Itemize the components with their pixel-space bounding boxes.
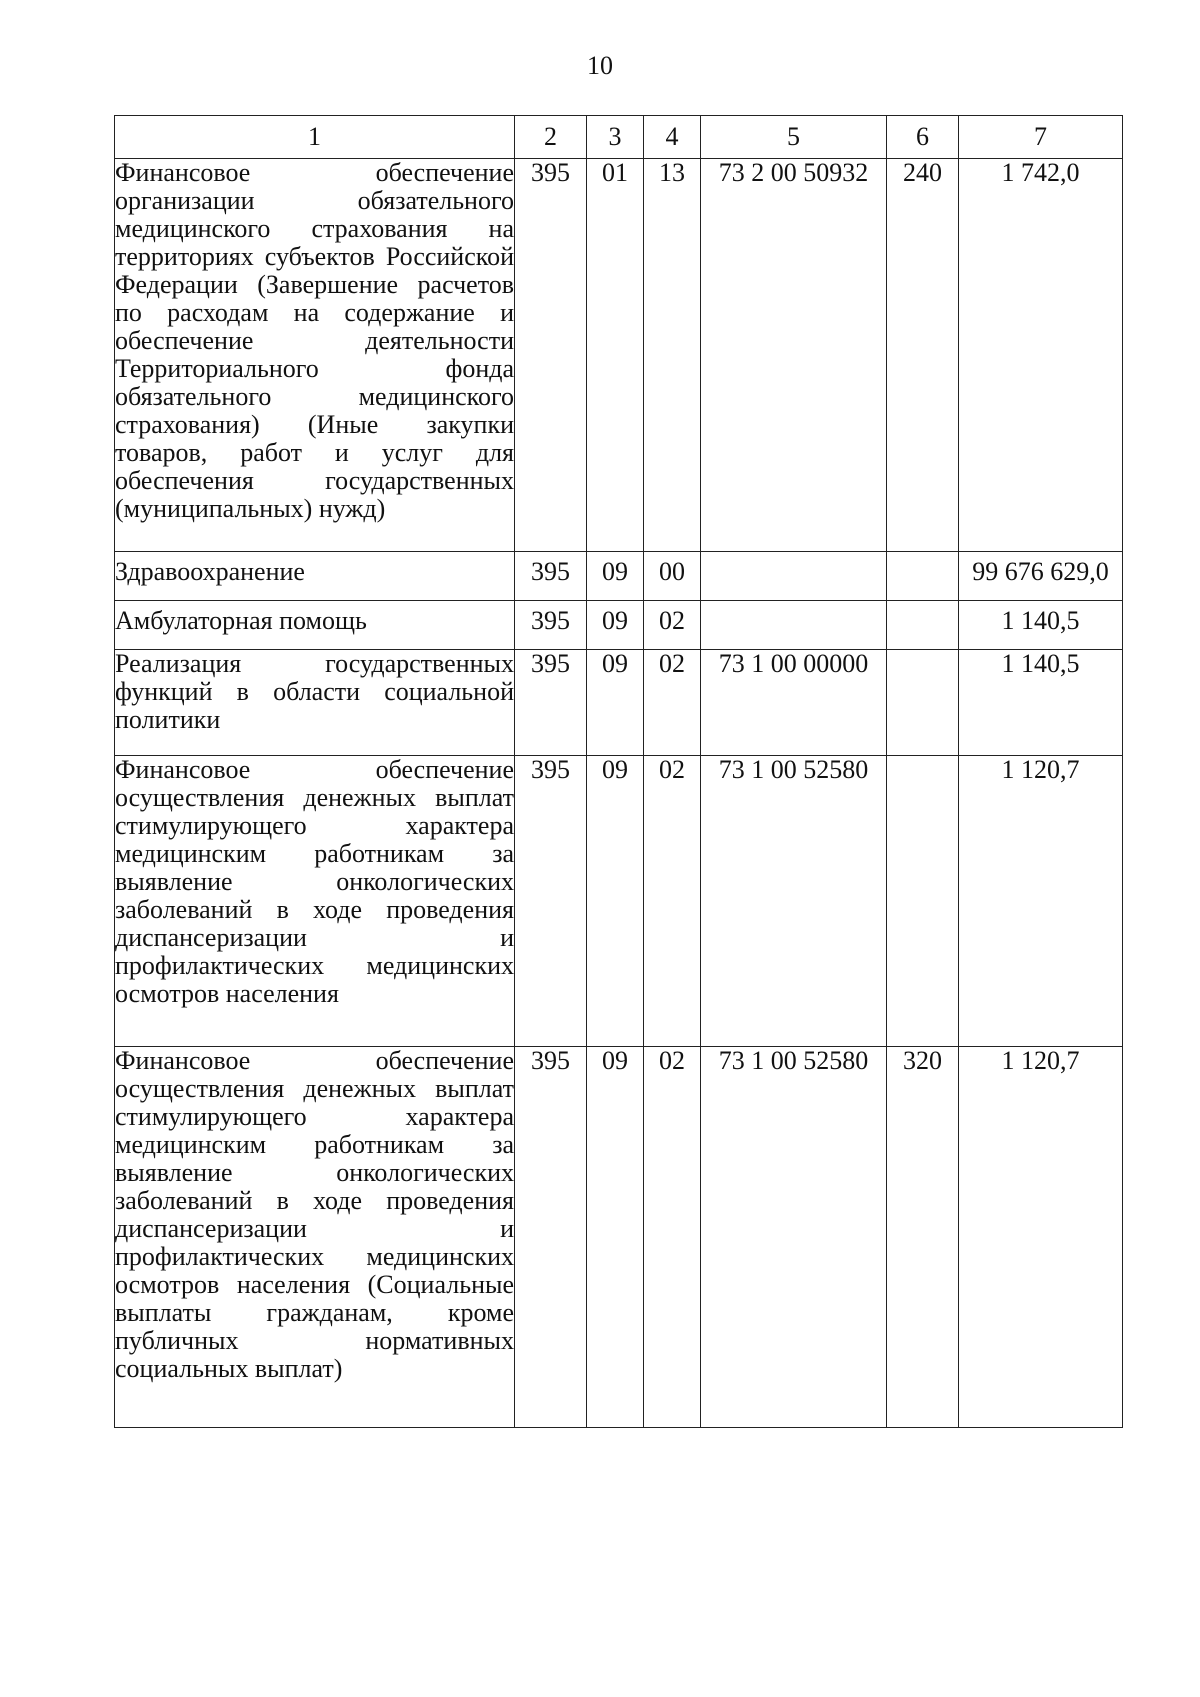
header-col-2: 2 [515, 116, 587, 159]
row-subsection: 00 [644, 552, 701, 601]
row-subsection: 02 [644, 1047, 701, 1428]
header-col-7: 7 [959, 116, 1123, 159]
row-expense-type [887, 756, 959, 1047]
row-subsection: 02 [644, 601, 701, 650]
row-target-article: 73 1 00 00000 [701, 650, 887, 756]
table-row [115, 756, 1123, 1047]
header-col-4: 4 [644, 116, 701, 159]
row-name: Реализация государственных функций в области социальной политики [115, 650, 515, 756]
row-name: Финансовое обеспечение осуществления денежных выплат стимулирующего характера медицинским работникам за выявление онкологических заболеваний в ходе проведения диспансеризации и профилактических медицинских осмотров населения [115, 756, 515, 1047]
table-row [115, 650, 1123, 756]
row-target-article: 73 2 00 50932 [701, 159, 887, 552]
table-header-row [115, 116, 1123, 159]
budget-table [114, 115, 1123, 1428]
table-row [115, 159, 1123, 552]
row-expense-type: 320 [887, 1047, 959, 1428]
row-amount: 1 742,0 [959, 159, 1123, 552]
row-amount: 1 120,7 [959, 1047, 1123, 1428]
row-grbs: 395 [515, 650, 587, 756]
header-col-6: 6 [887, 116, 959, 159]
row-target-article [701, 601, 887, 650]
row-grbs: 395 [515, 1047, 587, 1428]
row-target-article: 73 1 00 52580 [701, 756, 887, 1047]
table-row [115, 601, 1123, 650]
row-name: Амбулаторная помощь [115, 601, 515, 650]
row-target-article [701, 552, 887, 601]
row-section: 09 [587, 601, 644, 650]
row-name: Здравоохранение [115, 552, 515, 601]
table-row [115, 1047, 1123, 1428]
header-col-3: 3 [587, 116, 644, 159]
row-name: Финансовое обеспечение организации обязательного медицинского страхования на территориях субъектов Российской Федерации (Завершение расчетов по расходам на содержание и обеспечение деятельности Территориального фонда обязательного медицинского страхования) (Иные закупки товаров, работ и услуг для обеспечения государственных (муниципальных) нужд) [115, 159, 515, 552]
row-grbs: 395 [515, 756, 587, 1047]
row-grbs: 395 [515, 552, 587, 601]
row-amount: 99 676 629,0 [959, 552, 1123, 601]
row-target-article: 73 1 00 52580 [701, 1047, 887, 1428]
row-section: 01 [587, 159, 644, 552]
row-subsection: 02 [644, 756, 701, 1047]
row-amount: 1 140,5 [959, 650, 1123, 756]
row-section: 09 [587, 650, 644, 756]
row-section: 09 [587, 756, 644, 1047]
table-row [115, 552, 1123, 601]
row-subsection: 13 [644, 159, 701, 552]
page-number: 10 [587, 51, 613, 80]
row-name: Финансовое обеспечение осуществления денежных выплат стимулирующего характера медицинским работникам за выявление онкологических заболеваний в ходе проведения диспансеризации и профилактических медицинских осмотров населения (Социальные выплаты гражданам, кроме публичных нормативных социальных выплат) [115, 1047, 515, 1428]
header-col-1: 1 [115, 116, 515, 159]
header-col-5: 5 [701, 116, 887, 159]
row-section: 09 [587, 552, 644, 601]
row-expense-type [887, 601, 959, 650]
row-expense-type [887, 650, 959, 756]
row-grbs: 395 [515, 601, 587, 650]
row-amount: 1 120,7 [959, 756, 1123, 1047]
row-section: 09 [587, 1047, 644, 1428]
row-expense-type [887, 552, 959, 601]
row-amount: 1 140,5 [959, 601, 1123, 650]
row-expense-type: 240 [887, 159, 959, 552]
row-grbs: 395 [515, 159, 587, 552]
row-subsection: 02 [644, 650, 701, 756]
